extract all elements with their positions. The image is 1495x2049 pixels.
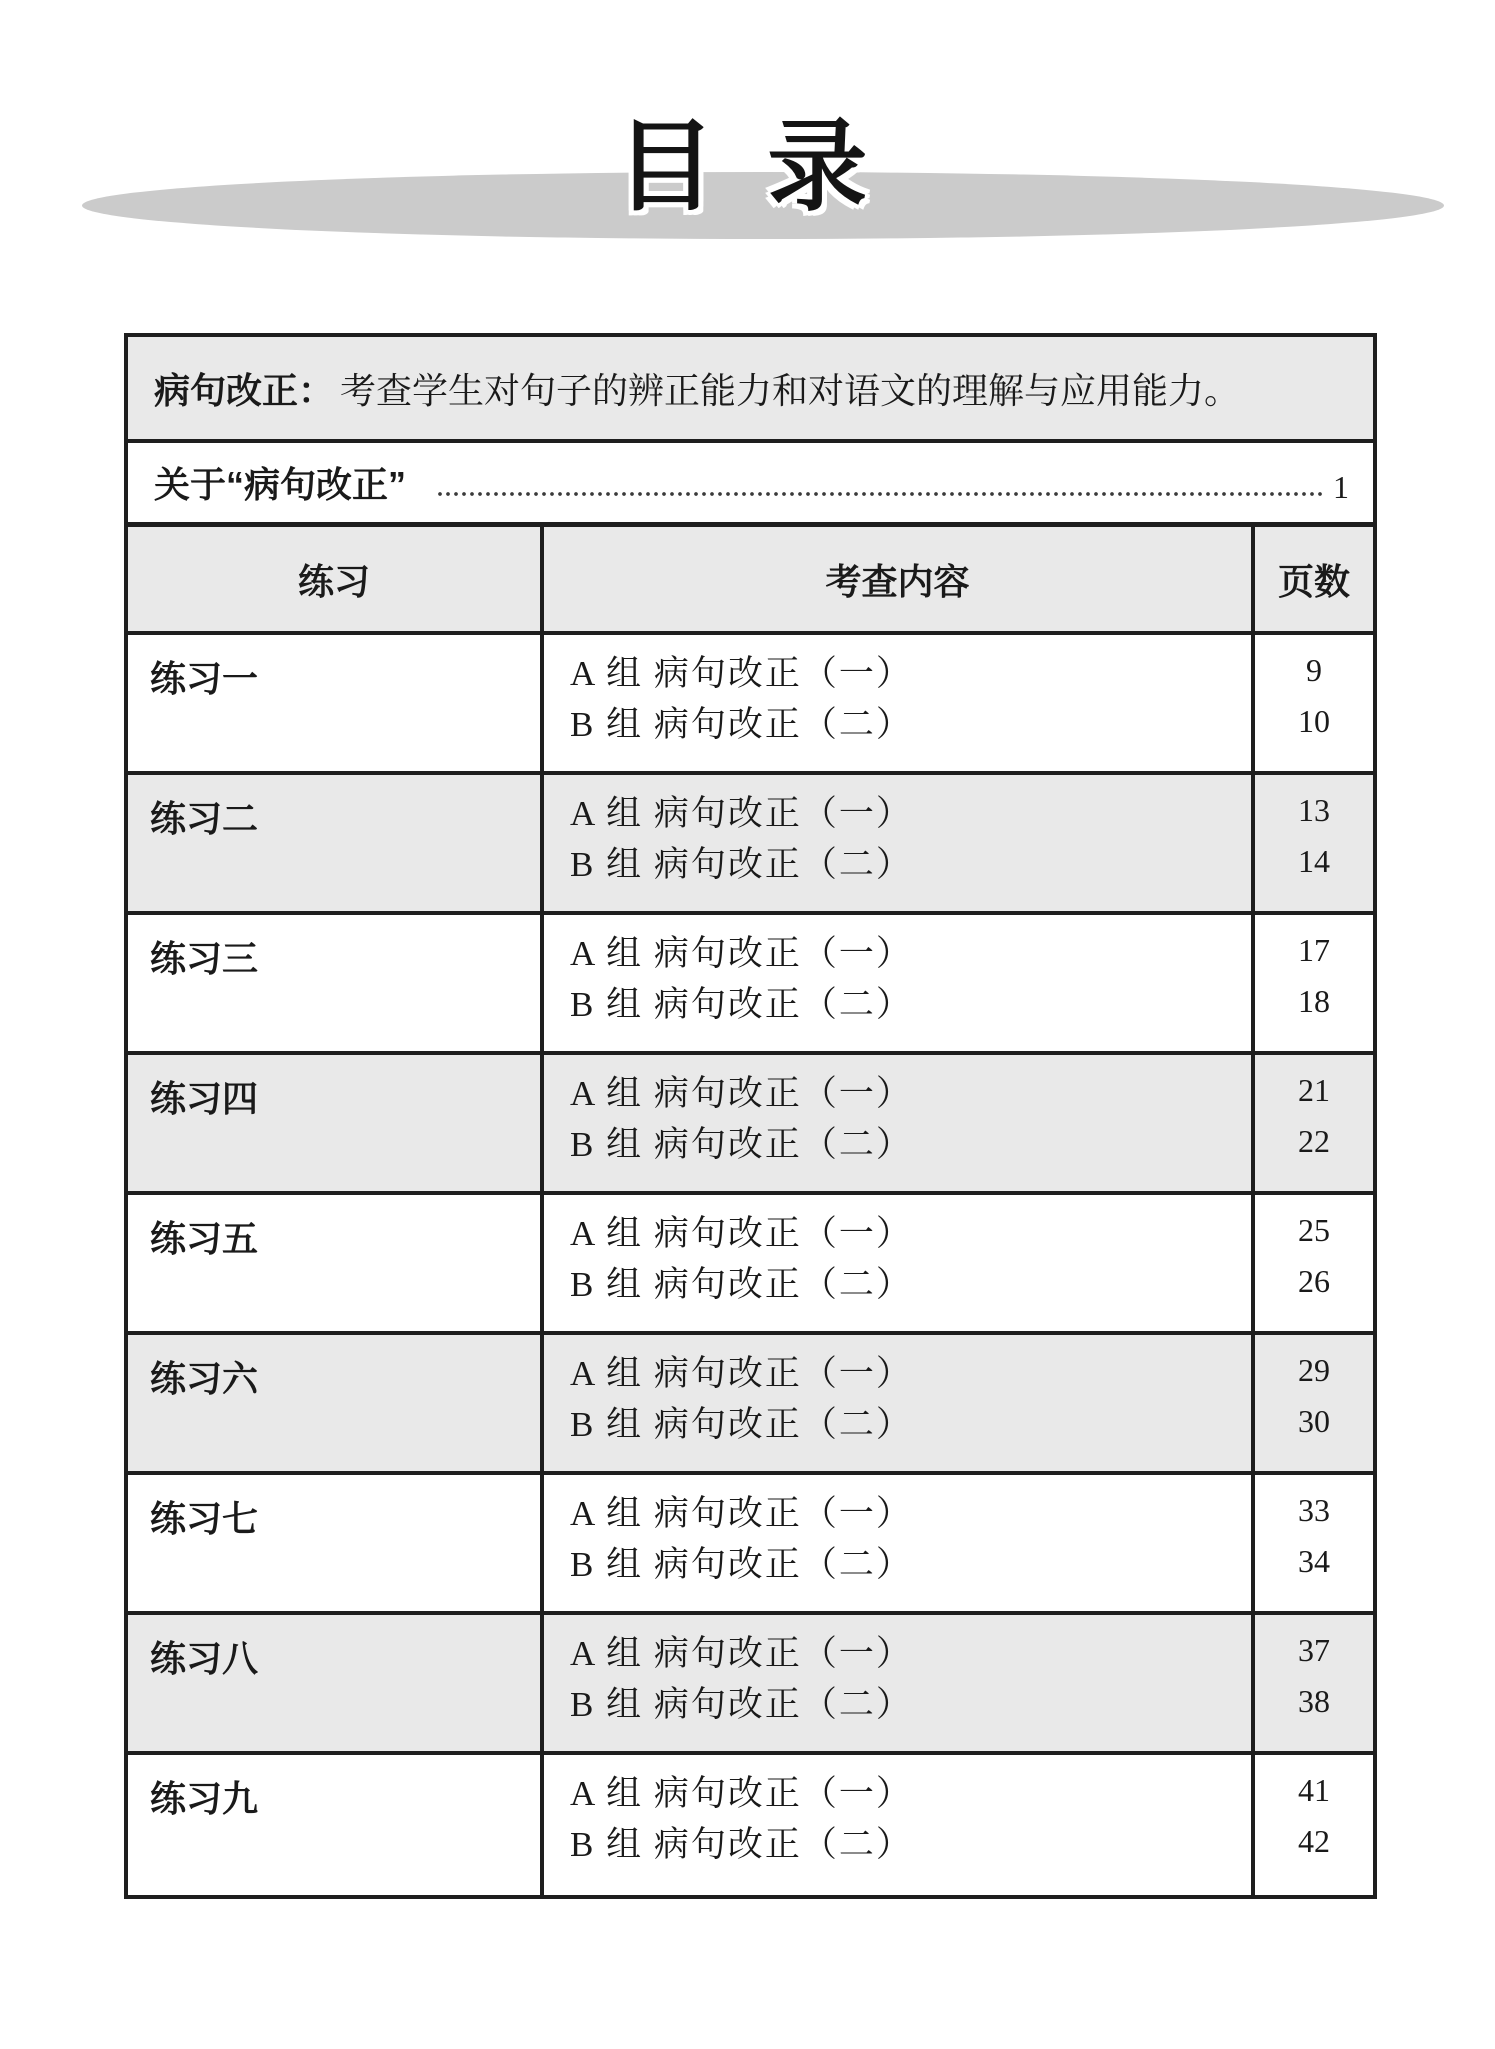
title-banner — [0, 0, 1495, 280]
content-line: B 组 病句改正（二） — [570, 1404, 913, 1444]
content-line: B 组 病句改正（二） — [570, 704, 913, 744]
exercise-label: 练习四 — [150, 1078, 259, 1119]
page-number: 9 — [1306, 652, 1322, 688]
content-line: A 组 病句改正（一） — [570, 1493, 913, 1533]
content-line: B 组 病句改正（二） — [570, 1124, 913, 1164]
page-number: 34 — [1298, 1543, 1330, 1579]
exercise-label: 练习三 — [150, 938, 259, 979]
page-number: 13 — [1298, 792, 1330, 828]
content-line: A 组 病句改正（一） — [570, 1353, 913, 1393]
content-line: B 组 病句改正（二） — [570, 1684, 913, 1724]
content-line: A 组 病句改正（一） — [570, 1773, 913, 1813]
table-row — [128, 915, 1373, 1055]
exercise-label: 练习六 — [150, 1358, 259, 1399]
exercise-label: 练习五 — [150, 1218, 259, 1259]
table-row — [128, 1615, 1373, 1755]
page-number: 17 — [1298, 932, 1330, 968]
dot-leader — [436, 487, 1325, 501]
intro-row — [128, 337, 1373, 443]
page-title: 目 录 — [615, 111, 880, 223]
page-number: 29 — [1298, 1352, 1330, 1388]
table-row — [128, 775, 1373, 915]
intro-term: 病句改正： — [154, 369, 335, 411]
content-line: B 组 病句改正（二） — [570, 1824, 913, 1864]
page-number: 14 — [1298, 843, 1330, 879]
exercise-label: 练习一 — [150, 658, 259, 699]
page-number: 25 — [1298, 1212, 1330, 1248]
content-line: A 组 病句改正（一） — [570, 1213, 913, 1253]
table-row — [128, 1475, 1373, 1615]
table-row — [128, 635, 1373, 775]
exercise-label: 练习七 — [150, 1498, 259, 1539]
page-number: 18 — [1298, 983, 1330, 1019]
exercise-label: 练习八 — [150, 1638, 259, 1679]
page-number: 41 — [1298, 1772, 1330, 1808]
header-cell-content: 考查内容 — [540, 527, 1251, 631]
toc-table — [124, 333, 1377, 1899]
exercise-label: 练习九 — [150, 1778, 259, 1819]
page-number: 26 — [1298, 1263, 1330, 1299]
exercise-label: 练习二 — [150, 798, 259, 839]
content-line: B 组 病句改正（二） — [570, 1544, 913, 1584]
table-header-row — [128, 527, 1373, 635]
content-line: B 组 病句改正（二） — [570, 1264, 913, 1304]
about-label: 关于“病句改正” — [154, 464, 407, 505]
page-number: 10 — [1298, 703, 1330, 739]
page-number: 37 — [1298, 1632, 1330, 1668]
content-line: B 组 病句改正（二） — [570, 984, 913, 1024]
page-number: 22 — [1298, 1123, 1330, 1159]
content-line: A 组 病句改正（一） — [570, 1633, 913, 1673]
content-line: B 组 病句改正（二） — [570, 844, 913, 884]
header-cell-exercise: 练习 — [297, 560, 370, 602]
content-line: A 组 病句改正（一） — [570, 933, 913, 973]
page-number: 21 — [1298, 1072, 1330, 1108]
about-row — [128, 443, 1373, 527]
table-row — [128, 1335, 1373, 1475]
page-number: 38 — [1298, 1683, 1330, 1719]
about-page-number: 1 — [1333, 469, 1349, 505]
page-number: 33 — [1298, 1492, 1330, 1528]
table-row — [128, 1755, 1373, 1895]
table-row — [128, 1055, 1373, 1195]
intro-description: 考查学生对句子的辨正能力和对语文的理解与应用能力。 — [340, 370, 1241, 411]
header-cell-page: 页数 — [1251, 527, 1373, 631]
table-row — [128, 1195, 1373, 1335]
page-number: 42 — [1298, 1823, 1330, 1859]
page-number: 30 — [1298, 1403, 1330, 1439]
content-line: A 组 病句改正（一） — [570, 653, 913, 693]
content-line: A 组 病句改正（一） — [570, 1073, 913, 1113]
content-line: A 组 病句改正（一） — [570, 793, 913, 833]
